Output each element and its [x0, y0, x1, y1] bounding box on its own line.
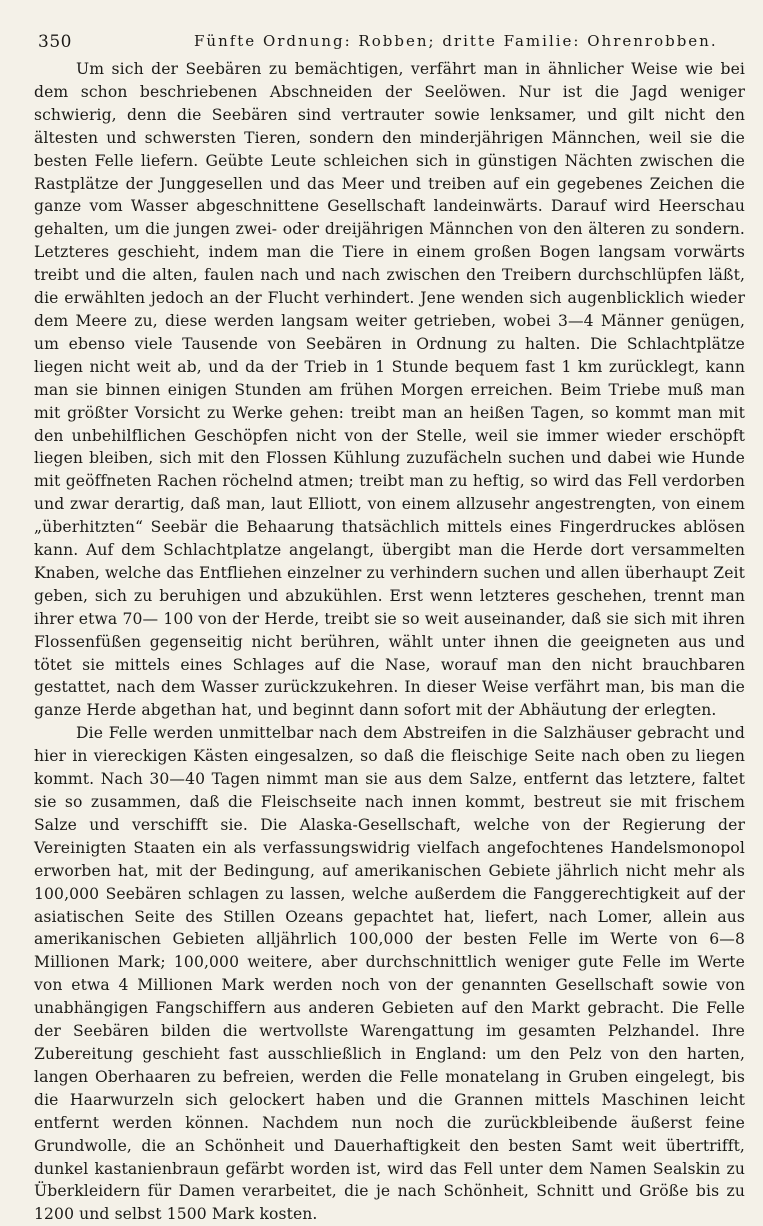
running-head: Fünfte Ordnung: Robben; dritte Familie: Ohrenrobben.	[194, 32, 718, 50]
paragraph-seal-hunt: Um sich der Seebären zu bemächtigen, verfährt man in ähnlicher Weise wie bei dem schon beschriebenen Abschneiden der Seelöwen. Nur ist die Jagd weniger schwierig, denn die Seebären sind vertrauter sowie lenksamer, und gilt nicht den ältesten und schwersten Tieren, sondern den minderjährigen Männchen, weil sie die besten Felle liefern. Geübte Leute schleichen sich in günstigen Nächten zwischen die Rastplätze der Junggesellen und das Meer und treiben auf ein gegebenes Zeichen die ganze vom Wasser abgeschnittene Gesellschaft landeinwärts. Darauf wird Heerschau gehalten, um die jungen zwei- oder dreijährigen Männchen von den älteren zu sondern. Letzteres geschieht, indem man die Tiere in einem großen Bogen langsam vorwärts treibt und die alten, faulen nach und nach zwischen den Treibern durchschlüpfen läßt, die erwählten jedoch an der Flucht verhindert. Jene wenden sich augenblicklich wieder dem Meere zu, diese werden langsam weiter getrieben, wobei 3—4 Männer genügen, um ebenso viele Tausende von Seebären in Ordnung zu halten. Die Schlachtplätze liegen nicht weit ab, und da der Trieb in 1 Stunde bequem fast 1 km zurücklegt, kann man sie binnen einigen Stunden am frühen Morgen erreichen. Beim Triebe muß man mit größter Vorsicht zu Werke gehen: treibt man an heißen Tagen, so kommt man mit den unbehilflichen Geschöpfen nicht von der Stelle, weil sie immer wieder erschöpft liegen bleiben, sich mit den Flossen Kühlung zuzufächeln suchen und dabei wie Hunde mit geöffneten Rachen röchelnd atmen; treibt man zu heftig, so wird das Fell verdorben und zwar derartig, daß man, laut Elliott, von einem allzusehr angestrengten, von einem „überhitzten“ Seebär die Behaarung thatsächlich mittels eines Fingerdruckes ablösen kann. Auf dem Schlachtplatze angelangt, übergibt man die Herde dort versammelten Knaben, welche das Entfliehen einzelner zu verhindern suchen und allen überhaupt Zeit geben, sich zu beruhigen und abzukühlen. Erst wenn letzteres geschehen, trennt man ihrer etwa 70— 100 von der Herde, treibt sie so weit auseinander, daß sie sich mit ihren Flossenfüßen gegenseitig nicht berühren, wählt unter ihnen die geeigneten aus und tötet sie mittels eines Schlages auf die Nase, worauf man den nicht brauchbaren gestattet, nach dem Wasser zurückzukehren. In dieser Weise verfährt man, bis man die ganze Herde abgethan hat, und beginnt dann sofort mit der Abhäutung der erlegten.	[34, 60, 745, 720]
body-text	[34, 58, 745, 1226]
page-number: 350	[38, 32, 72, 52]
paragraph-fur-processing: Die Felle werden unmittelbar nach dem Abstreifen in die Salzhäuser gebracht und hier in viereckigen Kästen eingesalzen, so daß die fleischige Seite nach oben zu liegen kommt. Nach 30—40 Tagen nimmt man sie aus dem Salze, entfernt das letztere, faltet sie so zusammen, daß die Fleischseite nach innen kommt, bestreut sie mit frischem Salze und verschifft sie. Die Alaska-Gesellschaft, welche von der Regierung der Vereinigten Staaten ein als verfassungswidrig vielfach angefochtenes Handelsmonopol erworben hat, mit der Bedingung, auf amerikanischen Gebiete jährlich nicht mehr als 100,000 Seebären schlagen zu lassen, welche außerdem die Fanggerechtigkeit auf der asiatischen Seite des Stillen Ozeans gepachtet hat, liefert, nach Lomer, allein aus amerikanischen Gebieten alljährlich 100,000 der besten Felle im Werte von 6—8 Millionen Mark; 100,000 weitere, aber durchschnittlich weniger gute Felle im Werte von etwa 4 Millionen Mark werden noch von der genannten Gesellschaft sowie von unabhängigen Fangschiffern aus anderen Gebieten auf den Markt gebracht. Die Felle der Seebären bilden die wertvollste Warengattung im gesamten Pelzhandel. Ihre Zubereitung geschieht fast ausschließlich in England: um den Pelz von den harten, langen Oberhaaren zu befreien, werden die Felle monatelang in Gruben eingelegt, bis die Haarwurzeln sich gelockert haben und die Grannen mittels Maschinen leicht entfernt werden können. Nachdem nun noch die zurückbleibende äußerst feine Grundwolle, die an Schönheit und Dauerhaftigkeit den besten Samt weit übertrifft, dunkel kastanienbraun gefärbt worden ist, wird das Fell unter dem Namen Sealskin zu Überkleidern für Damen verarbeitet, die je nach Schönheit, Schnitt und Größe bis zu 1200 und selbst 1500 Mark kosten.	[34, 724, 745, 1224]
page-header	[34, 28, 745, 58]
